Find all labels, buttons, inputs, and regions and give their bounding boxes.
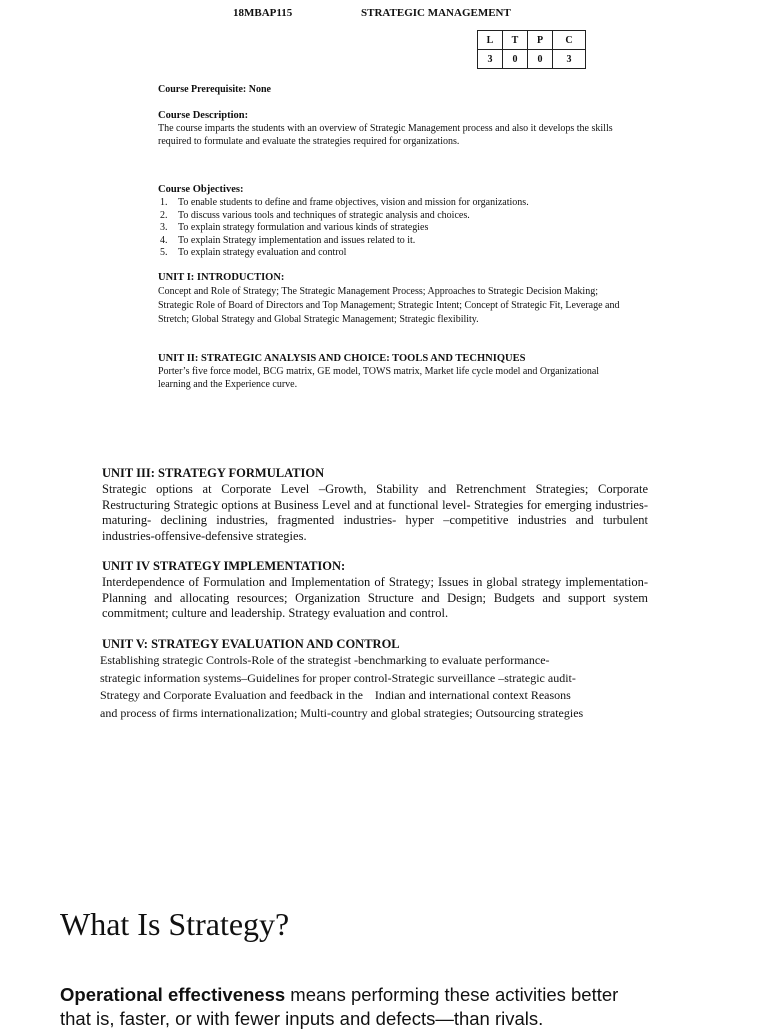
objective-number: 5. xyxy=(160,247,168,259)
credits-table xyxy=(477,30,586,69)
credit-label-c: C xyxy=(553,31,586,50)
objective-item xyxy=(158,197,529,210)
course-prerequisite: Course Prerequisite: None xyxy=(158,84,271,95)
credit-label-l: L xyxy=(478,31,503,50)
objective-text: To explain Strategy implementation and issues related to it. xyxy=(178,234,416,246)
objective-item xyxy=(158,235,529,248)
objective-text: To discuss various tools and techniques of strategic analysis and choices. xyxy=(178,209,470,221)
paragraph-text-2: that is, faster, or with fewer inputs and defects—than rivals. xyxy=(60,1008,544,1029)
unit-5-heading: UNIT V: STRATEGY EVALUATION AND CONTROL xyxy=(102,637,400,651)
unit-5-line: strategic information systems–Guidelines for proper control-Strategic surveillance –strategic audit- xyxy=(100,670,576,685)
course-title: STRATEGIC MANAGEMENT xyxy=(361,7,511,19)
objective-number: 3. xyxy=(160,222,168,234)
unit-5-text xyxy=(100,652,660,722)
unit-5-line: and process of firms internationalization; Multi-country and global strategies; Outsourcing strategies xyxy=(100,705,584,720)
credit-label-p: P xyxy=(528,31,553,50)
objectives-heading: Course Objectives: xyxy=(158,184,244,195)
section-heading: What Is Strategy? xyxy=(60,906,290,942)
objectives-list xyxy=(158,197,529,260)
objective-item xyxy=(158,222,529,235)
bold-term: Operational effectiveness xyxy=(60,984,286,1005)
description-text: The course imparts the students with an overview of Strategic Management process and also it develops the skills required to formulate and evaluate the strategies required for organizations. xyxy=(158,123,613,147)
unit-5-line: Strategy and Corporate Evaluation and feedback in the Indian and international context Reasons xyxy=(100,688,571,702)
objective-number: 2. xyxy=(160,209,168,221)
objective-text: To explain strategy formulation and various kinds of strategies xyxy=(178,222,429,234)
objective-text: To explain strategy evaluation and control xyxy=(178,247,347,259)
credit-value-p: 0 xyxy=(528,50,553,69)
unit-5-line: Establishing strategic Controls-Role of the strategist -benchmarking to evaluate performance- xyxy=(100,653,550,667)
credit-value-c: 3 xyxy=(553,50,586,69)
objective-text: To enable students to define and frame objectives, vision and mission for organizations. xyxy=(178,197,529,208)
course-code: 18MBAP115 xyxy=(233,7,293,19)
credit-value-t: 0 xyxy=(503,50,528,69)
description-heading: Course Description: xyxy=(158,110,249,121)
credits-values-row xyxy=(478,50,586,69)
unit-4-text: Interdependence of Formulation and Implementation of Strategy; Issues in global strategy implementation-Planning and allocating resources; Organization Structure and Design; Budgets and support system commitment; culture and leadership. Strategy evaluation and control. xyxy=(102,575,648,621)
unit-1-heading: UNIT I: INTRODUCTION: xyxy=(158,272,285,283)
credit-label-t: T xyxy=(503,31,528,50)
unit-2-heading: UNIT II: STRATEGIC ANALYSIS AND CHOICE: TOOLS AND TECHNIQUES xyxy=(158,353,526,364)
paragraph-text-1: means performing these activities better xyxy=(285,984,619,1005)
paragraph-line-1 xyxy=(60,983,760,1007)
unit-1-text: Concept and Role of Strategy; The Strategic Management Process; Approaches to Strategic Decision Making; Strategic Role of Board of Directors and Top Management; Strategic Intent; Concept of Strategic Fit, Leverage and Stretch; Global Strategy and Global Strategic Management; Strategic flexibility. xyxy=(158,286,620,326)
objective-item xyxy=(158,210,529,223)
objective-item xyxy=(158,247,529,260)
credit-value-l: 3 xyxy=(478,50,503,69)
unit-4-heading: UNIT IV STRATEGY IMPLEMENTATION: xyxy=(102,559,346,573)
objective-number: 4. xyxy=(160,234,168,246)
objective-number: 1. xyxy=(160,197,168,208)
unit-2-text: Porter’s five force model, BCG matrix, GE model, TOWS matrix, Market life cycle model and Organizational learning and the Experience curve. xyxy=(158,366,600,390)
unit-3-text: Strategic options at Corporate Level –Growth, Stability and Retrenchment Strategies; Corporate Restructuring Strategic options at Business Level and at functional level- Strategies for emerging industries- maturing- declining industries, fragmented industries- hyper –competitive industries and turbulent industries-offensive-defensive strategies. xyxy=(102,482,648,543)
credits-labels-row xyxy=(478,31,586,50)
unit-3-heading: UNIT III: STRATEGY FORMULATION xyxy=(102,466,325,480)
